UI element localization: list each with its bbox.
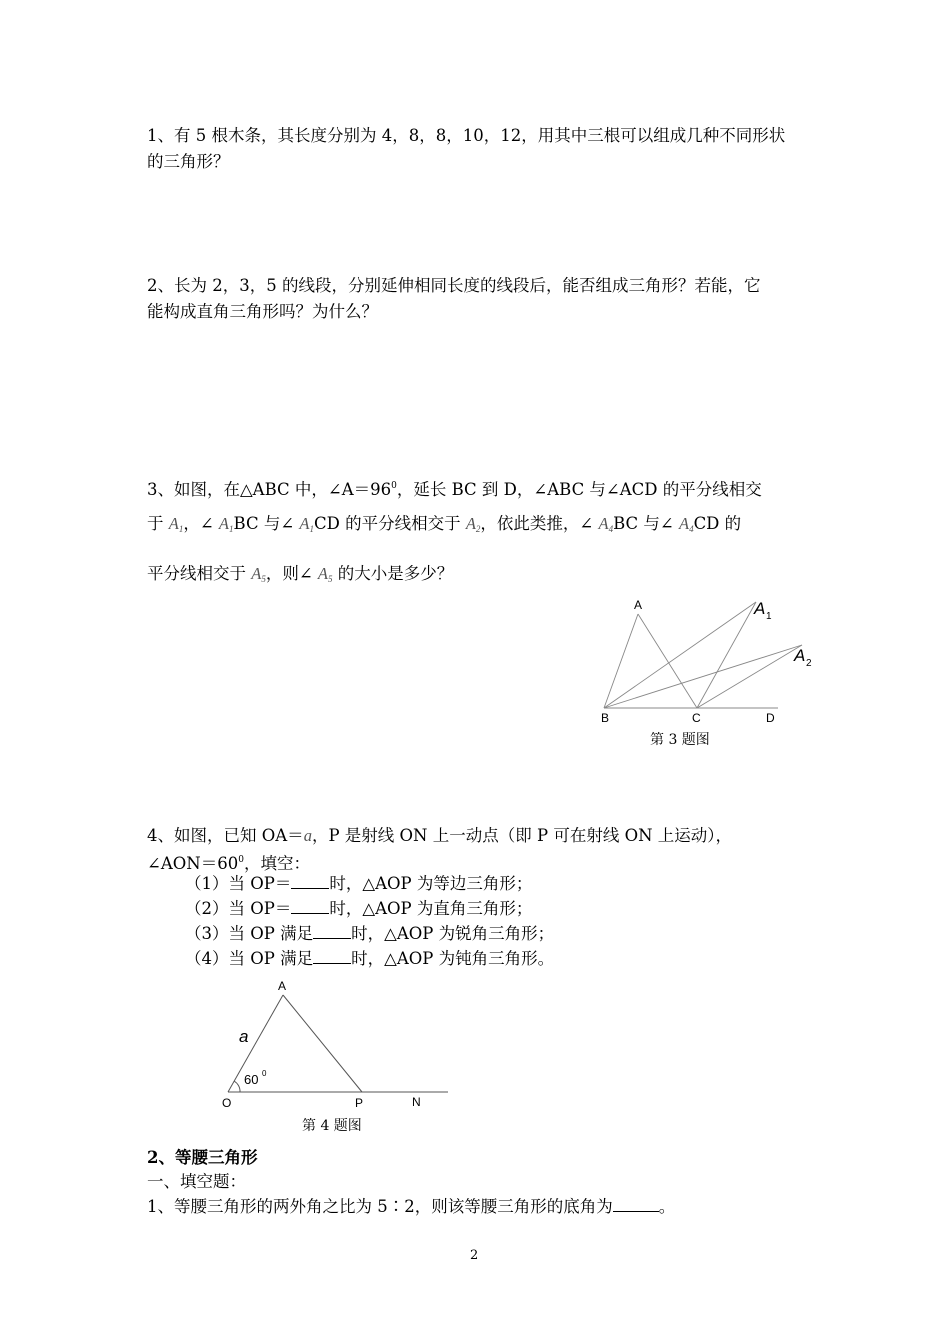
- label-side-a: a: [239, 1027, 249, 1046]
- q4-line1: 4、如图，已知 OA＝a，P 是射线 ON 上一动点（即 P 可在射线 ON 上运动），: [147, 826, 733, 845]
- q4-line2: $\angle AON=60^0$，填空：: [147, 854, 310, 873]
- label-o: O: [222, 1096, 232, 1110]
- label-c: C: [692, 711, 701, 725]
- q2-line2: 能构成直角三角形吗？为什么？: [147, 302, 378, 321]
- segment-ba1: [604, 602, 756, 708]
- label-n: N: [412, 1095, 421, 1109]
- q1-line2: 的三角形？: [147, 152, 230, 171]
- label-a1-sub: 1: [766, 611, 772, 622]
- label-p: P: [355, 1096, 364, 1110]
- q3-line2: 于 $A_1$，∠ $A_1BC$ 与∠ $A_1CD$ 的平分线相交于 $A_2$，依此类推，∠ $A_4BC$ 与∠ $A_4CD$ 的: [147, 514, 742, 534]
- q4-item-3: （3）当 OP 满足 时，△AOP 为锐角三角形；: [185, 924, 555, 943]
- section2-q1: 1、等腰三角形的两外角之比为 5∶2，则该等腰三角形的底角为 。: [147, 1197, 676, 1216]
- label-a: A: [634, 598, 643, 612]
- segment-ca2: [697, 645, 802, 708]
- label-b: B: [601, 711, 610, 725]
- section-subtitle: 一、填空题：: [147, 1172, 246, 1191]
- q4-item-4: （4）当 OP 满足 时，△AOP 为钝角三角形。: [185, 949, 555, 968]
- answer-blank[interactable]: [291, 897, 329, 914]
- q2-line1: 2、长为 2，3，5 的线段，分别延伸相同长度的线段后，能否组成三角形？若能，它: [147, 276, 761, 295]
- figure-3: [590, 590, 830, 730]
- q4-item-2: （2）当 OP＝ 时，△AOP 为直角三角形；: [185, 899, 533, 918]
- label-d: D: [766, 711, 775, 725]
- answer-blank[interactable]: [613, 1195, 659, 1212]
- answer-blank[interactable]: [313, 947, 351, 964]
- q1-line1: 1、有 5 根木条，其长度分别为 4，8，8，10，12，用其中三根可以组成几种不同形状: [147, 126, 786, 145]
- segment-ba: [604, 614, 638, 708]
- label-a2-sub: 2: [806, 658, 812, 669]
- q4-item-1: （1）当 OP＝ 时，△AOP 为等边三角形；: [185, 874, 533, 893]
- label-angle: 60: [244, 1072, 259, 1087]
- segment-ap: [283, 995, 362, 1092]
- q3-line1: 3、如图，在△ABC 中，$\angle A=96^0$，延长 BC 到 D，∠ABC 与∠ACD 的平分线相交: [147, 480, 762, 499]
- q3-line3: 平分线相交于 $A_5$，则∠ $A_5$ 的大小是多少？: [147, 564, 454, 584]
- figure-4: [210, 975, 460, 1115]
- figure-3-caption: 第 3 题图: [650, 732, 710, 748]
- answer-blank[interactable]: [291, 872, 329, 889]
- label-a-vertex: A: [278, 979, 287, 993]
- section-title: 2、等腰三角形: [147, 1148, 258, 1167]
- answer-blank[interactable]: [313, 922, 351, 939]
- figure-4-caption: 第 4 题图: [302, 1118, 362, 1134]
- angle-arc: [234, 1081, 240, 1092]
- label-a1: A: [754, 599, 766, 618]
- page-number: 2: [470, 1248, 479, 1263]
- label-a2: A: [794, 646, 806, 665]
- segment-ca1: [697, 602, 756, 708]
- label-angle-sup: 0: [262, 1069, 267, 1078]
- segment-ba2: [604, 645, 802, 708]
